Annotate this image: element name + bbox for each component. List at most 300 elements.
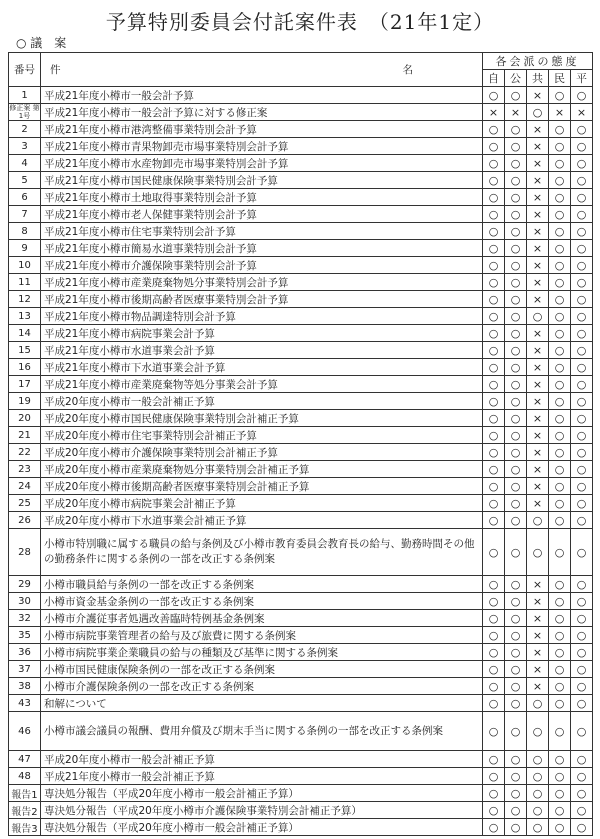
- vote-mark: ○: [549, 291, 571, 308]
- row-number: 19: [9, 393, 41, 410]
- table-row: [9, 785, 593, 802]
- row-number: 13: [9, 308, 41, 325]
- row-name: 平成21年度小樽市後期高齢者医療事業特別会計予算: [41, 291, 483, 308]
- vote-mark: ○: [549, 644, 571, 661]
- table-row: [9, 155, 593, 172]
- vote-mark: ○: [549, 240, 571, 257]
- vote-mark: ○: [549, 751, 571, 768]
- vote-mark: ○: [549, 189, 571, 206]
- table-row: [9, 138, 593, 155]
- vote-mark: ○: [505, 240, 527, 257]
- row-name: 平成21年度小樽市住宅事業特別会計予算: [41, 223, 483, 240]
- vote-mark: ○: [527, 802, 549, 819]
- vote-mark: ○: [549, 695, 571, 712]
- row-number: 43: [9, 695, 41, 712]
- table-row: [9, 678, 593, 695]
- vote-mark: ○: [505, 410, 527, 427]
- table-row: [9, 478, 593, 495]
- vote-mark: ×: [527, 410, 549, 427]
- vote-mark: ○: [527, 512, 549, 529]
- vote-mark: ○: [549, 410, 571, 427]
- header-party: 民: [549, 70, 571, 87]
- vote-mark: ○: [549, 495, 571, 512]
- vote-mark: ○: [483, 121, 505, 138]
- vote-mark: ○: [483, 444, 505, 461]
- vote-mark: ○: [571, 308, 593, 325]
- vote-mark: ○: [505, 461, 527, 478]
- row-number: 16: [9, 359, 41, 376]
- vote-mark: ○: [571, 189, 593, 206]
- vote-mark: ○: [505, 495, 527, 512]
- vote-mark: ○: [571, 593, 593, 610]
- vote-mark: ×: [505, 104, 527, 121]
- header-name: 件 名: [41, 53, 483, 87]
- table-row: [9, 87, 593, 104]
- vote-mark: ○: [549, 274, 571, 291]
- table-row: [9, 359, 593, 376]
- vote-mark: ○: [483, 342, 505, 359]
- vote-mark: ○: [483, 478, 505, 495]
- row-name: 和解について: [41, 695, 483, 712]
- row-number: 報告2: [9, 802, 41, 819]
- table-row: [9, 661, 593, 678]
- vote-mark: ×: [527, 359, 549, 376]
- row-number: 46: [9, 712, 41, 751]
- vote-mark: ○: [483, 661, 505, 678]
- row-name: 小樽市資金基金条例の一部を改正する条例案: [41, 593, 483, 610]
- vote-mark: ○: [483, 376, 505, 393]
- vote-mark: ○: [549, 155, 571, 172]
- row-name: 小樽市特別職に属する職員の給与条例及び小樽市教育委員会教育長の給与、勤務時間その他の勤務条件に関する条例の一部を改正する条例案: [41, 529, 483, 576]
- vote-mark: ○: [483, 427, 505, 444]
- table-row: [9, 325, 593, 342]
- vote-mark: ○: [571, 478, 593, 495]
- vote-mark: ○: [571, 644, 593, 661]
- vote-mark: ○: [483, 768, 505, 785]
- vote-mark: ×: [527, 274, 549, 291]
- table-row: [9, 444, 593, 461]
- vote-mark: ○: [483, 495, 505, 512]
- vote-mark: ×: [527, 678, 549, 695]
- row-number: 22: [9, 444, 41, 461]
- vote-mark: ○: [549, 678, 571, 695]
- vote-mark: ○: [549, 627, 571, 644]
- vote-mark: ○: [571, 751, 593, 768]
- vote-mark: ○: [549, 325, 571, 342]
- vote-mark: ○: [549, 308, 571, 325]
- vote-mark: ○: [549, 478, 571, 495]
- row-number: 37: [9, 661, 41, 678]
- vote-mark: ×: [527, 478, 549, 495]
- row-number: 32: [9, 610, 41, 627]
- row-name: 平成21年度小樽市青果物卸売市場事業特別会計予算: [41, 138, 483, 155]
- table-row: [9, 627, 593, 644]
- row-name: 平成21年度小樽市産業廃棄物等処分事業会計予算: [41, 376, 483, 393]
- vote-mark: ○: [527, 768, 549, 785]
- vote-mark: ○: [505, 189, 527, 206]
- vote-mark: ○: [571, 695, 593, 712]
- vote-mark: ○: [483, 576, 505, 593]
- row-number: 15: [9, 342, 41, 359]
- vote-mark: ○: [571, 512, 593, 529]
- vote-mark: ○: [505, 593, 527, 610]
- vote-mark: ○: [571, 661, 593, 678]
- bill-table: [8, 52, 593, 836]
- row-number: 3: [9, 138, 41, 155]
- vote-mark: ○: [549, 512, 571, 529]
- vote-mark: ×: [571, 104, 593, 121]
- row-name: 平成21年度小樽市物品調達特別会計予算: [41, 308, 483, 325]
- vote-mark: ○: [549, 376, 571, 393]
- table-row: [9, 342, 593, 359]
- vote-mark: ○: [571, 427, 593, 444]
- vote-mark: ○: [505, 87, 527, 104]
- row-number: 20: [9, 410, 41, 427]
- vote-mark: ○: [483, 155, 505, 172]
- row-number: 36: [9, 644, 41, 661]
- vote-mark: ○: [505, 644, 527, 661]
- vote-mark: ○: [483, 627, 505, 644]
- vote-mark: ○: [549, 768, 571, 785]
- row-name: 専決処分報告（平成20年度小樽市一般会計補正予算）: [41, 819, 483, 836]
- row-name: 平成21年度小樽市港湾整備事業特別会計予算: [41, 121, 483, 138]
- vote-mark: ○: [505, 359, 527, 376]
- vote-mark: ○: [505, 819, 527, 836]
- vote-mark: ○: [527, 819, 549, 836]
- vote-mark: ×: [527, 644, 549, 661]
- row-name: 平成20年度小樽市介護保険事業特別会計補正予算: [41, 444, 483, 461]
- vote-mark: ○: [571, 393, 593, 410]
- vote-mark: ○: [571, 610, 593, 627]
- vote-mark: ○: [505, 785, 527, 802]
- row-number: 38: [9, 678, 41, 695]
- table-row: [9, 512, 593, 529]
- table-row: [9, 802, 593, 819]
- table-row: [9, 695, 593, 712]
- vote-mark: ○: [505, 661, 527, 678]
- vote-mark: ○: [483, 678, 505, 695]
- row-name: 平成21年度小樽市一般会計補正予算: [41, 768, 483, 785]
- row-name: 専決処分報告（平成20年度小樽市介護保険事業特別会計補正予算）: [41, 802, 483, 819]
- row-name: 平成20年度小樽市一般会計補正予算: [41, 393, 483, 410]
- row-name: 平成21年度小樽市介護保険事業特別会計予算: [41, 257, 483, 274]
- row-name: 小樽市病院事業管理者の給与及び旅費に関する条例案: [41, 627, 483, 644]
- row-name: 平成21年度小樽市産業廃棄物処分事業特別会計予算: [41, 274, 483, 291]
- vote-mark: ○: [505, 206, 527, 223]
- vote-mark: ○: [505, 155, 527, 172]
- row-name: 平成21年度小樽市水産物卸売市場事業特別会計予算: [41, 155, 483, 172]
- header-party: 平: [571, 70, 593, 87]
- vote-mark: ○: [527, 104, 549, 121]
- vote-mark: ○: [571, 325, 593, 342]
- row-name: 平成20年度小樽市国民健康保険事業特別会計補正予算: [41, 410, 483, 427]
- vote-mark: ○: [527, 712, 549, 751]
- row-name: 平成20年度小樽市後期高齢者医療事業特別会計補正予算: [41, 478, 483, 495]
- vote-mark: ×: [527, 627, 549, 644]
- section-label: ○ 議 案: [16, 36, 67, 50]
- vote-mark: ○: [483, 393, 505, 410]
- row-name: 平成20年度小樽市下水道事業会計補正予算: [41, 512, 483, 529]
- vote-mark: ○: [505, 376, 527, 393]
- table-row: [9, 308, 593, 325]
- vote-mark: ×: [527, 461, 549, 478]
- vote-mark: ○: [505, 802, 527, 819]
- vote-mark: ○: [483, 695, 505, 712]
- vote-mark: ×: [527, 223, 549, 240]
- vote-mark: ○: [505, 678, 527, 695]
- row-number: 10: [9, 257, 41, 274]
- vote-mark: ○: [483, 206, 505, 223]
- vote-mark: ○: [571, 444, 593, 461]
- vote-mark: ○: [549, 121, 571, 138]
- vote-mark: ○: [483, 240, 505, 257]
- row-name: 小樽市職員給与条例の一部を改正する条例案: [41, 576, 483, 593]
- vote-mark: ○: [549, 172, 571, 189]
- vote-mark: ○: [527, 751, 549, 768]
- vote-mark: ×: [527, 427, 549, 444]
- row-number: 26: [9, 512, 41, 529]
- vote-mark: ○: [505, 257, 527, 274]
- vote-mark: ×: [527, 121, 549, 138]
- vote-mark: ○: [571, 257, 593, 274]
- vote-mark: ○: [483, 593, 505, 610]
- vote-mark: ○: [549, 444, 571, 461]
- vote-mark: ○: [571, 678, 593, 695]
- row-name: 平成21年度小樽市国民健康保険事業特別会計予算: [41, 172, 483, 189]
- vote-mark: ○: [571, 240, 593, 257]
- row-number: 6: [9, 189, 41, 206]
- vote-mark: ○: [549, 223, 571, 240]
- vote-mark: ○: [571, 155, 593, 172]
- table-row: [9, 427, 593, 444]
- vote-mark: ○: [571, 785, 593, 802]
- table-row: [9, 223, 593, 240]
- table-row: [9, 172, 593, 189]
- row-number: 24: [9, 478, 41, 495]
- vote-mark: ○: [505, 223, 527, 240]
- row-name: 平成21年度小樽市簡易水道事業特別会計予算: [41, 240, 483, 257]
- vote-mark: ×: [527, 155, 549, 172]
- row-number: 48: [9, 768, 41, 785]
- vote-mark: ○: [549, 819, 571, 836]
- vote-mark: ○: [483, 325, 505, 342]
- table-row: [9, 610, 593, 627]
- row-number: 7: [9, 206, 41, 223]
- vote-mark: ○: [483, 819, 505, 836]
- row-name: 平成21年度小樽市一般会計予算に対する修正案: [41, 104, 483, 121]
- vote-mark: ○: [505, 138, 527, 155]
- vote-mark: ○: [571, 410, 593, 427]
- row-number: 5: [9, 172, 41, 189]
- vote-mark: ○: [505, 576, 527, 593]
- header-party: 公: [505, 70, 527, 87]
- vote-mark: ○: [483, 712, 505, 751]
- row-number: 25: [9, 495, 41, 512]
- vote-mark: ○: [549, 87, 571, 104]
- vote-mark: ○: [549, 593, 571, 610]
- vote-mark: ○: [505, 325, 527, 342]
- vote-mark: ○: [571, 223, 593, 240]
- vote-mark: ○: [483, 257, 505, 274]
- vote-mark: ○: [549, 610, 571, 627]
- vote-mark: ○: [549, 138, 571, 155]
- row-name: 小樽市介護従事者処遇改善臨時特例基金条例案: [41, 610, 483, 627]
- vote-mark: ×: [527, 206, 549, 223]
- table-row: [9, 121, 593, 138]
- row-number: 11: [9, 274, 41, 291]
- row-number: 35: [9, 627, 41, 644]
- vote-mark: ○: [483, 189, 505, 206]
- vote-mark: ×: [527, 593, 549, 610]
- vote-mark: ×: [527, 376, 549, 393]
- header-party: 共: [527, 70, 549, 87]
- row-name: 専決処分報告（平成20年度小樽市一般会計補正予算）: [41, 785, 483, 802]
- table-row: [9, 257, 593, 274]
- vote-mark: ○: [571, 274, 593, 291]
- row-number: 2: [9, 121, 41, 138]
- vote-mark: ○: [571, 291, 593, 308]
- vote-mark: ○: [571, 87, 593, 104]
- vote-mark: ○: [505, 627, 527, 644]
- vote-mark: ○: [549, 802, 571, 819]
- table-row: [9, 529, 593, 576]
- vote-mark: ○: [505, 478, 527, 495]
- row-number: 12: [9, 291, 41, 308]
- vote-mark: ○: [527, 529, 549, 576]
- vote-mark: ○: [483, 529, 505, 576]
- vote-mark: ○: [483, 785, 505, 802]
- vote-mark: ×: [527, 576, 549, 593]
- vote-mark: ×: [527, 661, 549, 678]
- vote-mark: ×: [527, 189, 549, 206]
- vote-mark: ○: [505, 444, 527, 461]
- vote-mark: ○: [483, 291, 505, 308]
- row-name: 平成20年度小樽市産業廃棄物処分事業特別会計補正予算: [41, 461, 483, 478]
- vote-mark: ○: [483, 461, 505, 478]
- table-row: [9, 644, 593, 661]
- vote-mark: ○: [483, 87, 505, 104]
- header-party: 自: [483, 70, 505, 87]
- vote-mark: ○: [483, 751, 505, 768]
- vote-mark: ×: [483, 104, 505, 121]
- table-row: [9, 291, 593, 308]
- vote-mark: ○: [483, 610, 505, 627]
- vote-mark: ○: [549, 359, 571, 376]
- row-name: 平成21年度小樽市老人保健事業特別会計予算: [41, 206, 483, 223]
- vote-mark: ○: [505, 610, 527, 627]
- vote-mark: ○: [571, 461, 593, 478]
- vote-mark: ×: [549, 104, 571, 121]
- vote-mark: ○: [505, 512, 527, 529]
- vote-mark: ○: [571, 495, 593, 512]
- table-row: [9, 768, 593, 785]
- vote-mark: ○: [483, 410, 505, 427]
- vote-mark: ○: [505, 121, 527, 138]
- vote-mark: ○: [571, 802, 593, 819]
- table-row: [9, 189, 593, 206]
- vote-mark: ○: [505, 427, 527, 444]
- table-row: [9, 393, 593, 410]
- row-number: 9: [9, 240, 41, 257]
- table-row: [9, 410, 593, 427]
- vote-mark: ○: [505, 291, 527, 308]
- vote-mark: ○: [571, 768, 593, 785]
- row-number: 報告3: [9, 819, 41, 836]
- row-name: 平成21年度小樽市土地取得事業特別会計予算: [41, 189, 483, 206]
- vote-mark: ○: [483, 359, 505, 376]
- vote-mark: ×: [527, 325, 549, 342]
- vote-mark: ×: [527, 393, 549, 410]
- vote-mark: ○: [527, 785, 549, 802]
- vote-mark: ○: [505, 695, 527, 712]
- vote-mark: ○: [571, 819, 593, 836]
- vote-mark: ○: [549, 461, 571, 478]
- table-row: [9, 461, 593, 478]
- row-name: 平成21年度小樽市下水道事業会計予算: [41, 359, 483, 376]
- vote-mark: ○: [571, 712, 593, 751]
- vote-mark: ○: [549, 785, 571, 802]
- vote-mark: ○: [549, 576, 571, 593]
- row-number: 28: [9, 529, 41, 576]
- vote-mark: ○: [549, 427, 571, 444]
- vote-mark: ×: [527, 138, 549, 155]
- vote-mark: ○: [505, 342, 527, 359]
- vote-mark: ○: [527, 695, 549, 712]
- vote-mark: ○: [571, 138, 593, 155]
- table-row: [9, 819, 593, 836]
- vote-mark: ○: [505, 529, 527, 576]
- table-row: [9, 240, 593, 257]
- table-row: [9, 495, 593, 512]
- row-name: 平成20年度小樽市病院事業会計補正予算: [41, 495, 483, 512]
- row-number: 23: [9, 461, 41, 478]
- row-number: 報告1: [9, 785, 41, 802]
- vote-mark: ×: [527, 172, 549, 189]
- vote-mark: ○: [505, 768, 527, 785]
- table-row: [9, 206, 593, 223]
- vote-mark: ○: [549, 342, 571, 359]
- row-number: 4: [9, 155, 41, 172]
- row-number: 29: [9, 576, 41, 593]
- vote-mark: ○: [571, 529, 593, 576]
- vote-mark: ×: [527, 291, 549, 308]
- row-number: 21: [9, 427, 41, 444]
- vote-mark: ○: [549, 661, 571, 678]
- vote-mark: ○: [505, 712, 527, 751]
- row-name: 小樽市国民健康保険条例の一部を改正する条例案: [41, 661, 483, 678]
- vote-mark: ○: [549, 257, 571, 274]
- vote-mark: ○: [571, 172, 593, 189]
- vote-mark: ○: [571, 359, 593, 376]
- row-name: 平成20年度小樽市住宅事業特別会計補正予算: [41, 427, 483, 444]
- row-number: 8: [9, 223, 41, 240]
- vote-mark: ○: [483, 512, 505, 529]
- table-row: [9, 104, 593, 121]
- row-name: 平成20年度小樽市一般会計補正予算: [41, 751, 483, 768]
- row-number: 修正案 第1号: [9, 104, 40, 120]
- vote-mark: ×: [527, 342, 549, 359]
- vote-mark: ×: [527, 495, 549, 512]
- vote-mark: ○: [571, 206, 593, 223]
- vote-mark: ○: [505, 308, 527, 325]
- vote-mark: ○: [549, 529, 571, 576]
- vote-mark: ○: [505, 274, 527, 291]
- row-name: 小樽市介護保険条例の一部を改正する条例案: [41, 678, 483, 695]
- table-row: [9, 576, 593, 593]
- vote-mark: ○: [483, 308, 505, 325]
- vote-mark: ○: [571, 342, 593, 359]
- row-number: 14: [9, 325, 41, 342]
